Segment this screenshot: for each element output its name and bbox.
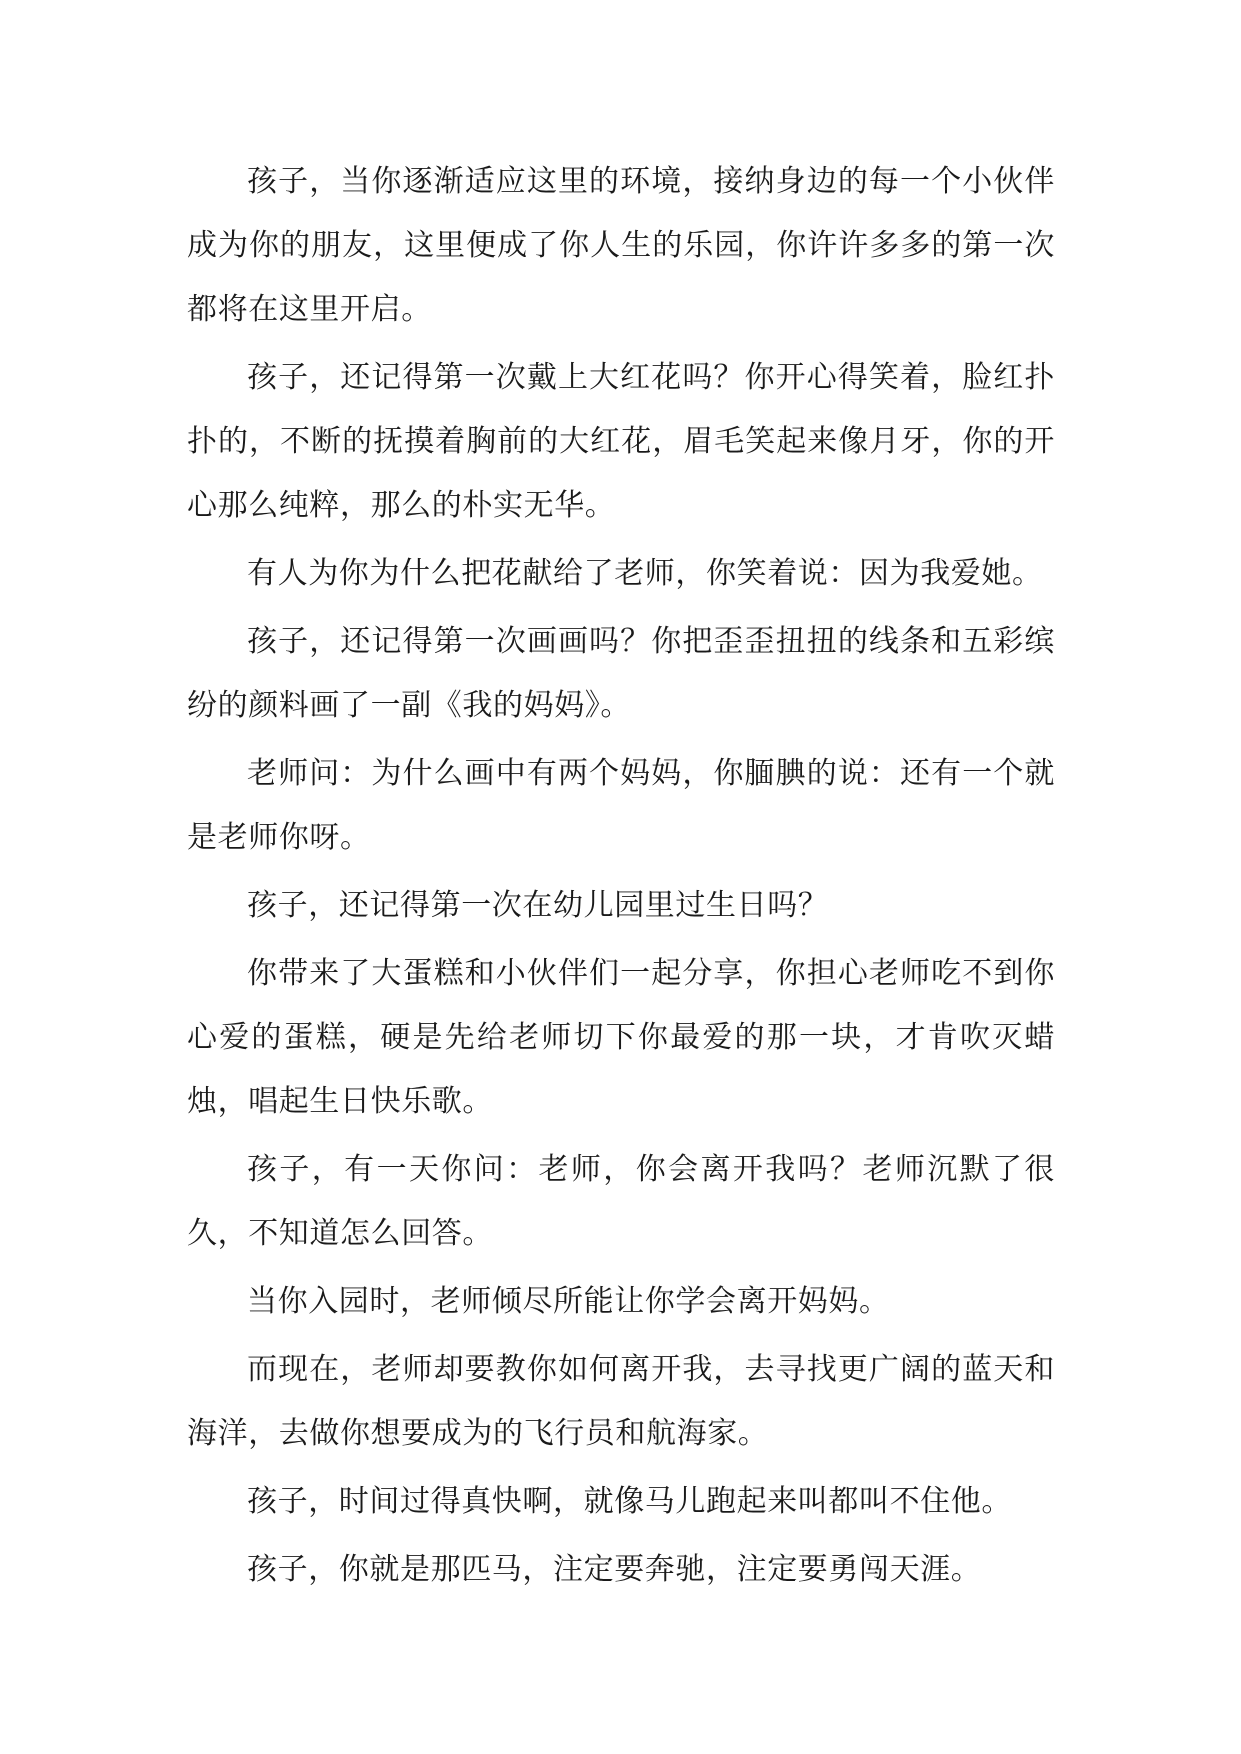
paragraph-5: 老师问：为什么画中有两个妈妈，你腼腆的说：还有一个就是老师你呀。 [187, 756, 1055, 855]
paragraph-7: 你带来了大蛋糕和小伙伴们一起分享，你担心老师吃不到你心爱的蛋糕，硬是先给老师切下你最爱的那一块，才肯吹灭蜡烛，唱起生日快乐歌。 [187, 956, 1055, 1119]
paragraph-4: 孩子，还记得第一次画画吗？你把歪歪扭扭的线条和五彩缤纷的颜料画了一副《我的妈妈》。 [187, 624, 1055, 723]
paragraph-12: 孩子，你就是那匹马，注定要奔驰，注定要勇闯天涯。 [247, 1552, 982, 1587]
paragraph-8: 孩子，有一天你问：老师，你会离开我吗？老师沉默了很久，不知道怎么回答。 [187, 1152, 1055, 1251]
paragraph-11: 孩子，时间过得真快啊，就像马儿跑起来叫都叫不住他。 [247, 1484, 1012, 1519]
paragraph-9: 当你入园时，老师倾尽所能让你学会离开妈妈。 [247, 1284, 890, 1319]
paragraph-3: 有人为你为什么把花献给了老师，你笑着说：因为我爱她。 [247, 556, 1043, 591]
paragraph-10: 而现在，老师却要教你如何离开我，去寻找更广阔的蓝天和海洋，去做你想要成为的飞行员和航海家。 [187, 1352, 1055, 1451]
paragraph-6: 孩子，还记得第一次在幼儿园里过生日吗？ [247, 888, 829, 923]
paragraph-1: 孩子，当你逐渐适应这里的环境，接纳身边的每一个小伙伴成为你的朋友，这里便成了你人生的乐园，你许许多多的第一次都将在这里开启。 [187, 164, 1055, 327]
article-body [187, 150, 1055, 1606]
paragraph-2: 孩子，还记得第一次戴上大红花吗？你开心得笑着，脸红扑扑的，不断的抚摸着胸前的大红花，眉毛笑起来像月牙，你的开心那么纯粹，那么的朴实无华。 [187, 360, 1055, 523]
